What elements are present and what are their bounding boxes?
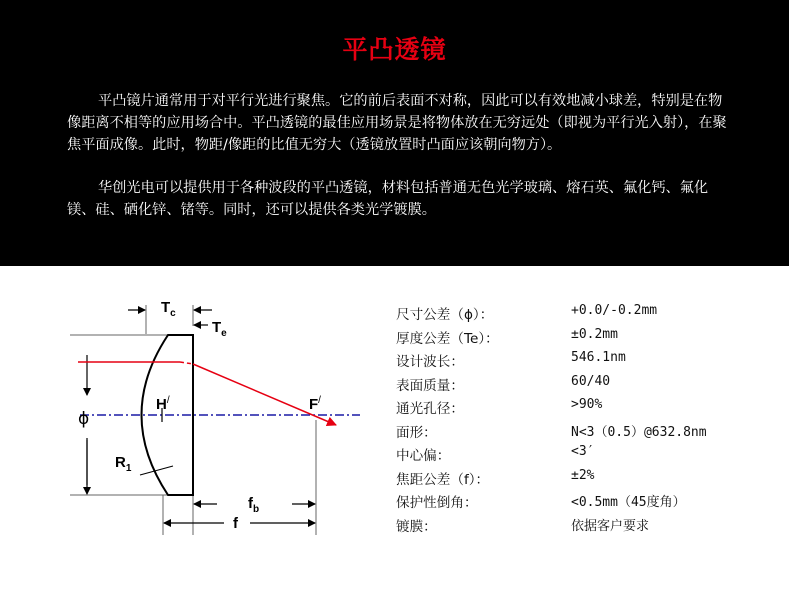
spec-key: 通光孔径：	[396, 401, 464, 417]
spec-key: 厚度公差（Te）：	[396, 330, 499, 347]
refracted-ray	[193, 364, 336, 425]
spec-key: 尺寸公差（ϕ）：	[396, 307, 494, 323]
spec-key: 中心偏：	[396, 448, 451, 464]
spec-key: 镀膜：	[396, 518, 437, 535]
label-phi: ϕ	[78, 409, 90, 429]
spec-value: 546.1nm	[571, 350, 626, 365]
spec-value: 60/40	[571, 373, 611, 389]
spec-value: 依据客户要求	[571, 518, 650, 534]
spec-key: 保护性倒角：	[396, 495, 478, 511]
spec-value: ±2%	[571, 467, 595, 483]
spec-key: 表面质量：	[396, 377, 464, 394]
label-h: H/	[156, 395, 170, 413]
label-fb: $f_b$	[248, 495, 260, 515]
spec-value: N<3（0.5）@632.8nm	[571, 424, 707, 440]
lens-diagram	[60, 290, 370, 535]
spec-value: <0.5mm（45度角）	[571, 495, 686, 510]
spec-value: <3′	[571, 444, 595, 459]
spec-value: ±0.2mm	[571, 326, 618, 342]
label-focal-point: F/	[309, 395, 321, 413]
intro-paragraph-1: 平凸镜片通常用于对平行光进行聚焦。它的前后表面不对称，因此可以有效地减小球差，特别是在物像距离不相等的应用场合中。平凸透镜的最佳应用场景是将物体放在无穷远处（即视为平行光入射），在聚焦平面成像。此时，物距/像距的比值无穷大（透镜放置时凸面应该朝向物方）。	[67, 93, 727, 153]
header-banner	[0, 0, 789, 266]
page-title: 平凸透镜	[342, 35, 447, 64]
label-f: f	[233, 515, 238, 532]
spec-key: 焦距公差（f）：	[396, 471, 490, 488]
spec-key: 设计波长：	[396, 354, 464, 370]
spec-key: 面形：	[396, 424, 437, 441]
label-tc: $T_c$	[161, 299, 176, 319]
spec-value: >90%	[571, 397, 603, 412]
spec-value: +0.0/-0.2mm	[571, 303, 658, 318]
intro-paragraph-2: 华创光电可以提供用于各种波段的平凸透镜，材料包括普通无色光学玻璃、熔石英、氟化钙、氟化镁、硅、硒化锌、锗等。同时，还可以提供各类光学镀膜。	[67, 180, 709, 218]
label-r1: $R_1$	[115, 454, 132, 474]
label-te: $T_e$	[212, 319, 227, 339]
